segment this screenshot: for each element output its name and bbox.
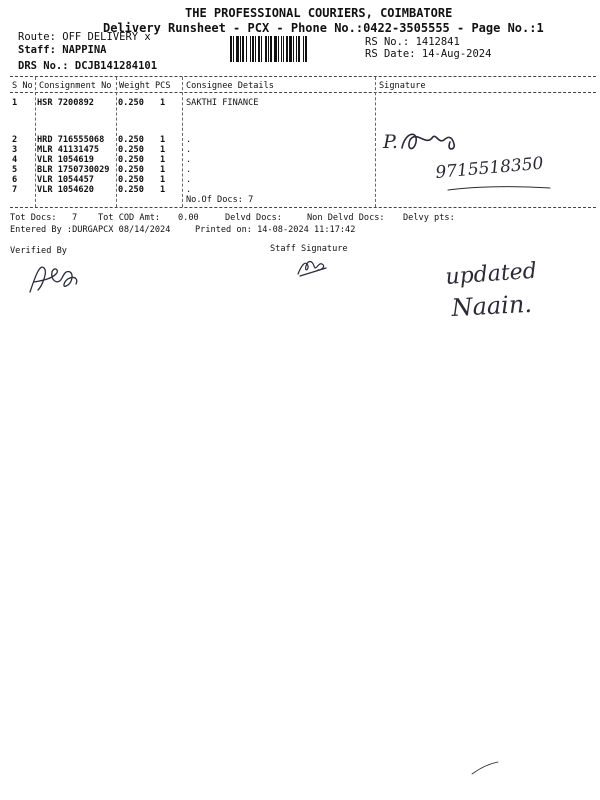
header-weight: Weight — [119, 81, 151, 91]
row-consignee: . — [186, 145, 192, 155]
tot-cod-label: Tot COD Amt: — [98, 213, 161, 223]
row-pcs: 1 — [160, 185, 166, 195]
row-sno: 3 — [12, 145, 18, 155]
tot-cod-value: 0.00 — [178, 213, 199, 223]
row-sno: 6 — [12, 175, 18, 185]
staff-text: Staff: NAPPINA — [18, 44, 107, 56]
barcode — [230, 36, 358, 66]
row-sno: 4 — [12, 155, 18, 165]
header-consignee: Consignee Details — [186, 81, 274, 91]
row-pcs: 1 — [160, 98, 166, 108]
row-consignee: . — [186, 165, 192, 175]
svg-text:Naain.: Naain. — [450, 289, 533, 322]
verified-by-label: Verified By — [10, 246, 67, 256]
row-pcs: 1 — [160, 135, 166, 145]
row-weight: 0.250 — [118, 135, 144, 145]
row-consignee: . — [186, 155, 192, 165]
row-sno: 2 — [12, 135, 18, 145]
runsheet-line: Delivery Runsheet - PCX - Phone No.:0422-3505555 - Page No.:1 — [103, 21, 544, 35]
tot-docs-label: Tot Docs: — [10, 213, 57, 223]
row-weight: 0.250 — [118, 155, 144, 165]
header-sno: S No — [12, 81, 33, 91]
col-divider — [375, 77, 376, 207]
row-weight: 0.250 — [118, 98, 144, 108]
non-delvd-docs: Non Delvd Docs: — [307, 213, 385, 223]
rs-number: RS No.: 1412841 — [365, 36, 460, 48]
svg-text:9715518350: 9715518350 — [434, 153, 545, 183]
staff-signature-label: Staff Signature — [270, 244, 348, 254]
rs-date: RS Date: 14-Aug-2024 — [365, 48, 492, 60]
handwritten-signature — [378, 118, 578, 196]
row-pcs: 1 — [160, 145, 166, 155]
handwritten-note — [440, 258, 560, 328]
row-consignment: BLR 1750730029 — [37, 165, 110, 175]
svg-text:updated: updated — [444, 258, 538, 290]
row-weight: 0.250 — [118, 145, 144, 155]
delvy-pts: Delvy pts: — [403, 213, 455, 223]
row-weight: 0.250 — [118, 165, 144, 175]
company-title: THE PROFESSIONAL COURIERS, COIMBATORE — [185, 6, 453, 20]
svg-text:P.: P. — [383, 131, 398, 153]
delvd-docs: Delvd Docs: — [225, 213, 282, 223]
col-divider — [35, 77, 36, 207]
row-consignee: SAKTHI FINANCE — [186, 98, 259, 108]
verified-signature — [26, 256, 82, 298]
row-sno: 7 — [12, 185, 18, 195]
staff-signature-mark — [296, 256, 330, 278]
header-pcs: PCS — [155, 81, 171, 91]
row-weight: 0.250 — [118, 185, 144, 195]
row-consignment: MLR 41131475 — [37, 145, 100, 155]
table-bottom-rule — [10, 207, 596, 208]
scan-mark — [470, 760, 500, 776]
row-pcs: 1 — [160, 165, 166, 175]
table-header-rule — [10, 92, 596, 93]
row-sno: 1 — [12, 98, 18, 108]
row-consignee: . — [186, 185, 192, 195]
header-signature: Signature — [379, 81, 426, 91]
row-weight: 0.250 — [118, 175, 144, 185]
col-divider — [182, 77, 183, 207]
row-consignee: . — [186, 135, 192, 145]
no-of-docs: No.Of Docs: 7 — [186, 195, 254, 205]
row-pcs: 1 — [160, 175, 166, 185]
header-consignment: Consignment No — [39, 81, 112, 91]
row-consignee: . — [186, 175, 192, 185]
route-text: Route: OFF DELIVERY x — [18, 31, 151, 43]
row-consignment: HRD 716555068 — [37, 135, 105, 145]
row-pcs: 1 — [160, 155, 166, 165]
tot-docs-value: 7 — [72, 213, 78, 223]
entered-by: Entered By :DURGAPCX 08/14/2024 — [10, 225, 171, 235]
row-consignment: VLR 1054620 — [37, 185, 94, 195]
row-consignment: VLR 1054619 — [37, 155, 94, 165]
row-consignment: VLR 1054457 — [37, 175, 94, 185]
col-divider — [116, 77, 117, 207]
row-sno: 5 — [12, 165, 18, 175]
row-consignment: HSR 7200892 — [37, 98, 94, 108]
printed-on: Printed on: 14-08-2024 11:17:42 — [195, 225, 356, 235]
drs-number: DRS No.: DCJB141284101 — [18, 60, 158, 72]
table-top-rule — [10, 76, 596, 77]
